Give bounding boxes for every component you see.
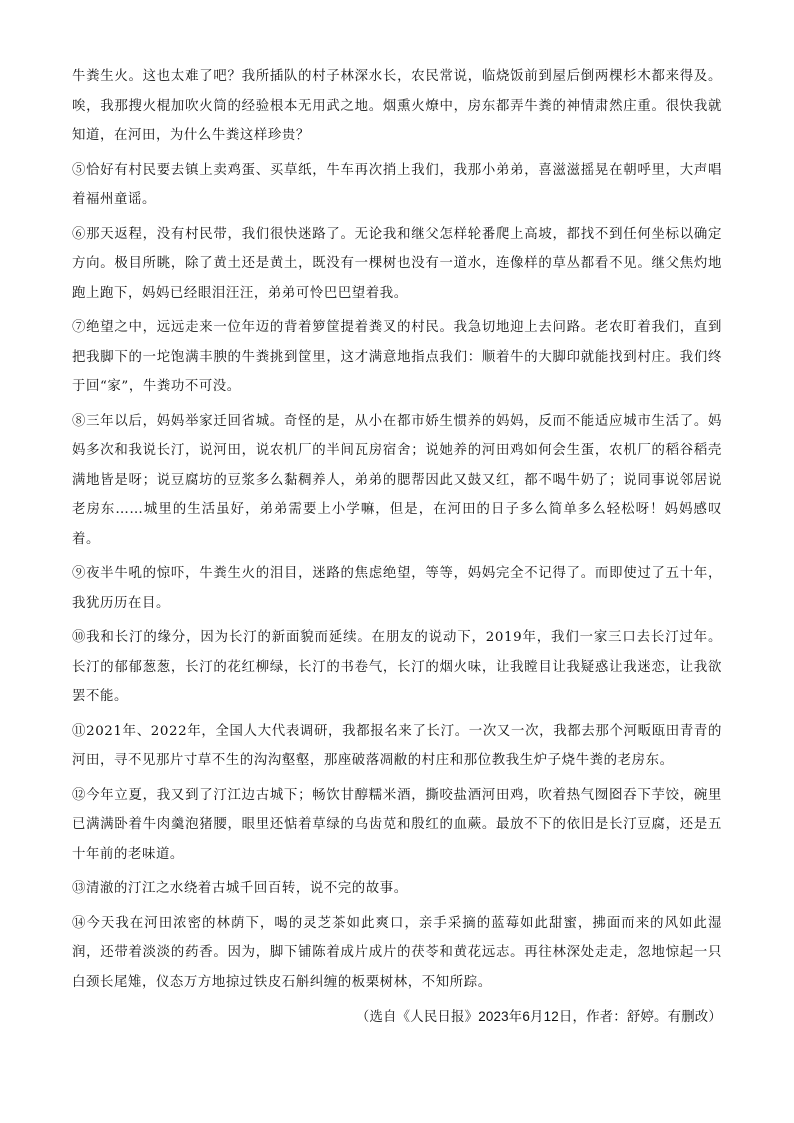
source-citation: （选自《人民日报》2023年6月12日，作者：舒婷。有删改） [355, 1009, 722, 1024]
paragraph-6: ⑥那天返程，没有村民带，我们很快迷路了。无论我和继父怎样轮番爬上高坡，都找不到任何坐标以确定方向。极目所眺，除了黄土还是黄土，既没有一棵树也没有一道水，连像样的草丛都看不见。继父焦灼地跑上跑下，妈妈已经眼泪汪汪，弟弟可怜巴巴望着我。 [72, 226, 722, 301]
paragraph-13: ⑬清澈的汀江之水绕着古城千回百转，说不完的故事。 [72, 881, 408, 896]
paragraph-11: ⑪2021年、2022年，全国人大代表调研，我都报名来了长汀。一次又一次，我都去那个河畈瓯田青青的河田，寻不见那片寸草不生的沟沟壑壑，那座破落凋敝的村庄和那位教我生炉子烧牛粪的老房东。 [72, 723, 722, 768]
paragraph-14: ⑭今天我在河田浓密的林荫下，喝的灵芝茶如此爽口，亲手采摘的蓝莓如此甜蜜，拂面而来的风如此湿润，还带着淡淡的药香。因为，脚下铺陈着成片成片的茯苓和黄花远志。再往林深处走走，忽地惊起一只白颈长尾雉，仪态万方地掠过铁皮石斛纠缠的板栗树林，不知所踪。 [72, 915, 722, 990]
paragraph-9: ⑨夜半牛吼的惊吓，牛粪生火的泪目，迷路的焦虑绝望，等等，妈妈完全不记得了。而即使过了五十年，我犹历历在目。 [72, 566, 722, 611]
paragraph-8: ⑧三年以后，妈妈举家迁回省城。奇怪的是，从小在都市娇生惯养的妈妈，反而不能适应城市生活了。妈妈多次和我说长汀，说河田，说农机厂的半间瓦房宿舍；说她养的河田鸡如何会生蛋，农机厂的稻谷稻壳满地皆是呀；说豆腐坊的豆浆多么黏稠养人，弟弟的腮帮因此又鼓又红，都不喝牛奶了；说同事说邻居说老房东……城里的生活虽好，弟弟需要上小学嘛，但是，在河田的日子多么简单多么轻松呀！妈妈感叹着。 [72, 413, 722, 547]
paragraph-5: ⑤恰好有村民要去镇上卖鸡蛋、买草纸，牛车再次捎上我们，我那小弟弟，喜滋滋摇晃在朝呼里，大声唱着福州童谣。 [72, 162, 722, 207]
paragraph-12: ⑫今年立夏，我又到了汀江边古城下；畅饮甘醇糯米酒，撕咬盐酒河田鸡，吹着热气囫囵吞下芋饺，碗里已满满卧着牛肉羹泡猪腰，眼里还惦着草绿的乌齿苋和殷红的血蕨。最放不下的依旧是长汀豆腐，还是五十年前的老味道。 [72, 787, 722, 862]
paragraph-continued: 牛粪生火。这也太难了吧？我所插队的村子林深水长，农民常说，临烧饭前到屋后倒两棵杉木都来得及。唉，我那搜火棍加吹火筒的经验根本无用武之地。烟熏火燎中，房东都弄牛粪的神情肃然庄重。很快我就知道，在河田，为什么牛粪这样珍贵？ [72, 69, 722, 143]
article-page [72, 62, 722, 1032]
paragraph-10: ⑩我和长汀的缘分，因为长汀的新面貌而延续。在朋友的说动下，2019年，我们一家三口去长汀过年。长汀的郁郁葱葱，长汀的花红柳绿，长汀的书卷气，长汀的烟火味，让我瞠目让我疑惑让我迷恋，让我欲罢不能。 [72, 630, 722, 704]
paragraph-7: ⑦绝望之中，远远走来一位年迈的背着箩筐提着粪叉的村民。我急切地迎上去问路。老农盯着我们，直到把我脚下的一坨饱满丰腴的牛粪挑到筐里，这才满意地指点我们：顺着牛的大脚印就能找到村庄。我们终于回“家”，牛粪功不可没。 [72, 320, 722, 394]
